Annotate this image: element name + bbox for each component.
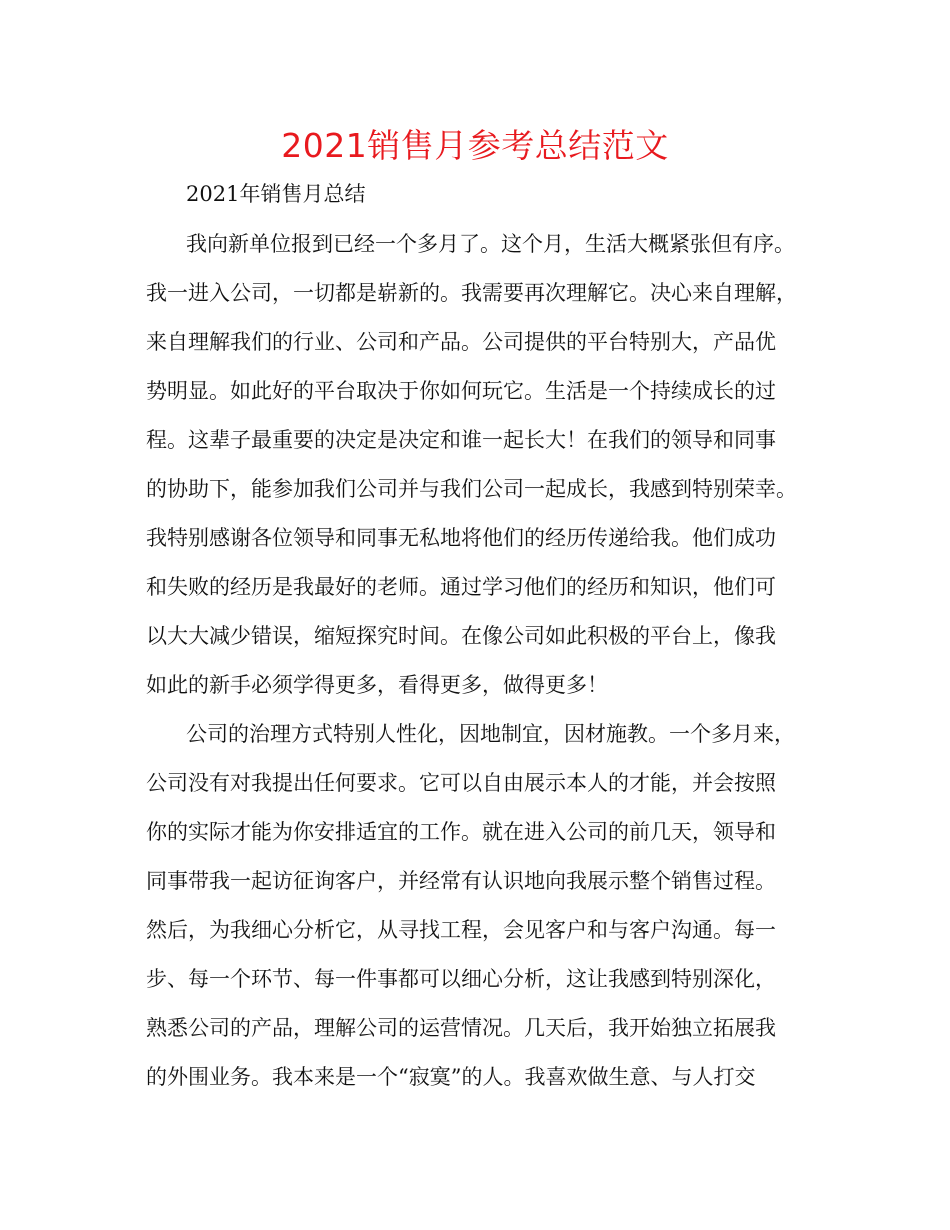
paragraph-2-line: 你的实际才能为你安排适宜的工作。就在进入公司的前几天，领导和 <box>146 820 776 844</box>
paragraph-2-line: 公司的治理方式特别人性化，因地制宜，因材施教。一个多月来， <box>186 722 795 746</box>
paragraph-1-line: 程。这辈子最重要的决定是决定和谁一起长大！在我们的领导和同事 <box>146 428 776 452</box>
paragraph-2-line: 然后，为我细心分析它，从寻找工程，会见客户和与客户沟通。每一 <box>146 918 776 942</box>
paragraph-2-line: 的外围业务。我本来是一个“寂寞”的人。我喜欢做生意、与人打交 <box>146 1065 756 1089</box>
paragraph-1-line: 的协助下，能参加我们公司并与我们公司一起成长，我感到特别荣幸。 <box>146 477 797 501</box>
paragraph-2-line: 公司没有对我提出任何要求。它可以自由展示本人的才能，并会按照 <box>146 771 776 795</box>
paragraph-2-line: 熟悉公司的产品，理解公司的运营情况。几天后，我开始独立拓展我 <box>146 1016 776 1040</box>
paragraph-1-line: 来自理解我们的行业、公司和产品。公司提供的平台特别大，产品优 <box>146 330 776 354</box>
paragraph-1-line: 我向新单位报到已经一个多月了。这个月，生活大概紧张但有序。 <box>186 232 795 256</box>
paragraph-1-line: 我一进入公司，一切都是崭新的。我需要再次理解它。决心来自理解， <box>146 281 797 305</box>
paragraph-1-line: 势明显。如此好的平台取决于你如何玩它。生活是一个持续成长的过 <box>146 379 776 403</box>
paragraph-1-line: 以大大减少错误，缩短探究时间。在像公司如此积极的平台上，像我 <box>146 624 776 648</box>
paragraph-1-line: 和失败的经历是我最好的老师。通过学习他们的经历和知识，他们可 <box>146 575 776 599</box>
paragraph-1-line: 我特别感谢各位领导和同事无私地将他们的经历传递给我。他们成功 <box>146 526 776 550</box>
document-title: 2021销售月参考总结范文 <box>281 126 669 165</box>
paragraph-2-line: 同事带我一起访征询客户，并经常有认识地向我展示整个销售过程。 <box>146 869 776 893</box>
paragraph-1-line: 如此的新手必须学得更多，看得更多，做得更多！ <box>146 673 608 697</box>
document-subtitle: 2021年销售月总结 <box>186 182 366 206</box>
paragraph-2-line: 步、每一个环节、每一件事都可以细心分析，这让我感到特别深化， <box>146 967 776 991</box>
